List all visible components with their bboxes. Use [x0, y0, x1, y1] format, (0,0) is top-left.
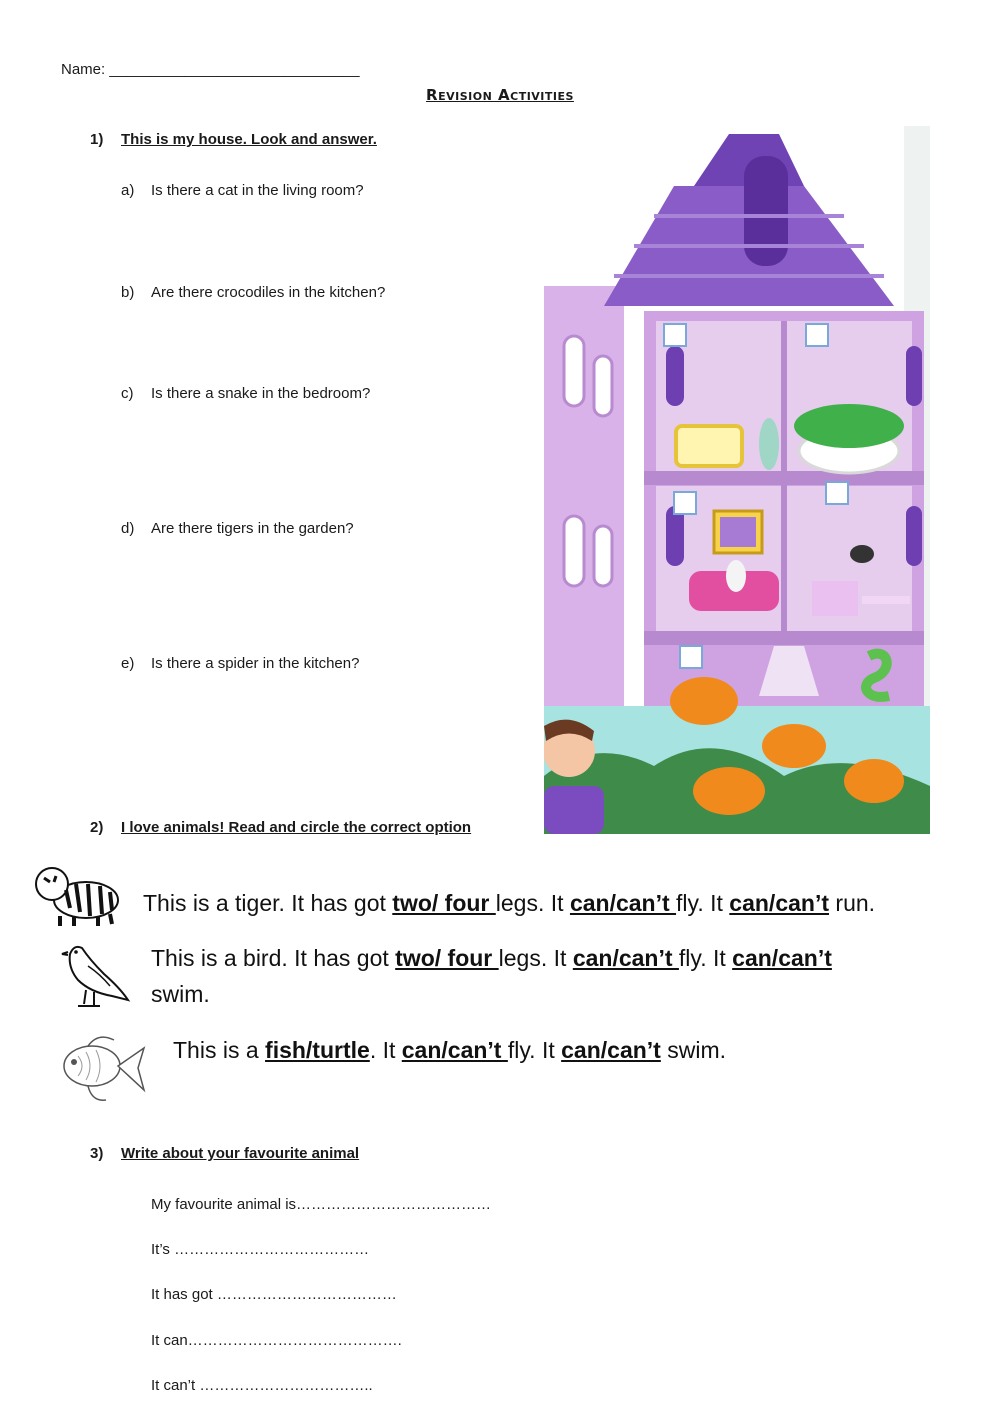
name-field-label: Name: ______________________________ [61, 61, 360, 78]
question-e-letter: e) [121, 655, 135, 672]
writing-line-cant[interactable]: It can’t …………………………….. [151, 1377, 373, 1394]
question-c-letter: c) [121, 385, 134, 402]
fish-text-4: swim. [660, 1037, 727, 1063]
tiger-text-4: run. [829, 890, 876, 916]
bird-text-1: This is a bird. It has got [151, 945, 396, 971]
tiger-drawing-icon [30, 860, 122, 928]
bird-option-legs[interactable]: two/ four [395, 945, 499, 971]
section3-number: 3) [90, 1145, 104, 1162]
section1-heading: This is my house. Look and answer. [121, 131, 377, 148]
fish-sentence [173, 1032, 726, 1068]
bird-option-swim[interactable]: can/can’t [732, 945, 832, 971]
tiger-sentence [143, 885, 875, 921]
question-e: Is there a spider in the kitchen? [151, 655, 360, 672]
bird-sentence [151, 940, 911, 1012]
writing-line-favourite[interactable]: My favourite animal is………………………………… [151, 1196, 492, 1213]
question-a-letter: a) [121, 182, 135, 199]
section2-number: 2) [90, 819, 104, 836]
tiger-text-1: This is a tiger. It has got [143, 890, 393, 916]
fish-text-1: This is a [173, 1037, 266, 1063]
question-c: Is there a snake in the bedroom? [151, 385, 371, 402]
section1-number: 1) [90, 131, 104, 148]
question-d: Are there tigers in the garden? [151, 520, 354, 537]
writing-line-its[interactable]: It’s ………………………………… [151, 1241, 370, 1258]
page-title: Revision Activities [426, 86, 574, 104]
question-a: Is there a cat in the living room? [151, 182, 364, 199]
section2-heading: I love animals! Read and circle the correct option [121, 819, 472, 836]
haunted-house-illustration [544, 126, 930, 834]
tiger-option-fly[interactable]: can/can’t [569, 890, 677, 916]
writing-line-can[interactable]: It can……………………………………. [151, 1332, 402, 1349]
section3-heading: Write about your favourite animal [121, 1145, 360, 1162]
tiger-text-2: legs. It [495, 890, 570, 916]
writing-line-has-got[interactable]: It has got ……………………………… [151, 1286, 397, 1303]
question-d-letter: d) [121, 520, 135, 537]
tiger-option-legs[interactable]: two/ four [392, 890, 496, 916]
question-b-letter: b) [121, 284, 135, 301]
fish-option-fly[interactable]: can/can’t [401, 1037, 508, 1063]
bird-option-fly[interactable]: can/can’t [572, 945, 679, 971]
bird-text-3: fly. It [678, 945, 733, 971]
question-b: Are there crocodiles in the kitchen? [151, 284, 386, 301]
fish-option-swim[interactable]: can/can’t [561, 1037, 661, 1063]
tiger-text-3: fly. It [676, 890, 730, 916]
fish-option-animal[interactable]: fish/turtle [265, 1037, 370, 1063]
fish-drawing-icon [58, 1030, 148, 1106]
tiger-option-run[interactable]: can/can’t [729, 890, 830, 916]
bird-text-4: swim. [151, 981, 210, 1007]
bird-text-2: legs. It [498, 945, 573, 971]
fish-text-3: fly. It [507, 1037, 562, 1063]
fish-text-2: . It [369, 1037, 402, 1063]
bird-drawing-icon [60, 940, 132, 1010]
